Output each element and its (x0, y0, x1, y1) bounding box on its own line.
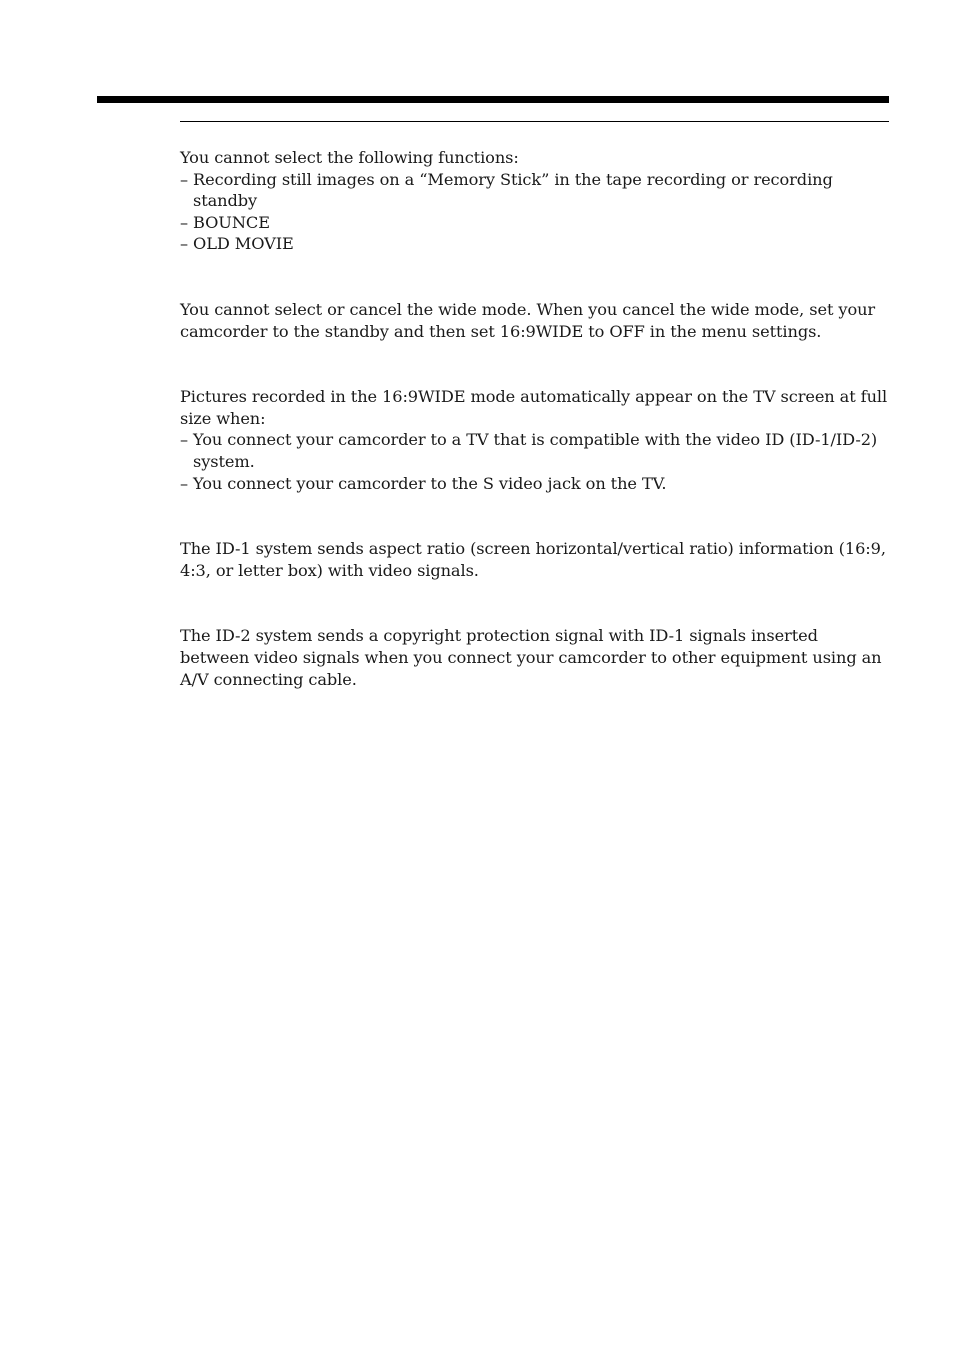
list-item: – You connect your camcorder to the S video jack on the TV. (180, 473, 667, 493)
list-item: – Recording still images on a “Memory Stick” in the tape recording or recording standby (180, 169, 833, 211)
list-item: – BOUNCE (180, 212, 270, 232)
section-intro: The ID-2 system sends a copyright protection signal with ID-1 signals inserted between video signals when you connect your camcorder to other equipment using an A/V connecting cable. (180, 626, 882, 689)
list-item: – You connect your camcorder to a TV that is compatible with the video ID (ID-1/ID-2) system. (180, 430, 878, 471)
section-full-size-playback (180, 386, 892, 494)
list-item: – OLD MOVIE (180, 234, 294, 254)
section-intro: The ID-1 system sends aspect ratio (screen horizontal/vertical ratio) information (16:9, 4:3, or letter box) with video signals. (180, 539, 886, 580)
page-body (180, 147, 892, 690)
header-rule-thick (97, 96, 889, 103)
section-intro: You cannot select the following functions: (180, 148, 519, 167)
header-rule-thin (180, 121, 889, 122)
section-intro: You cannot select or cancel the wide mode. When you cancel the wide mode, set your camcorder to the standby and then set 16:9WIDE to OFF in the menu settings. (180, 299, 876, 341)
section-intro: Pictures recorded in the 16:9WIDE mode automatically appear on the TV screen at full size when: (180, 387, 888, 428)
section-id1-system (180, 538, 892, 581)
section-id2-system (180, 625, 892, 690)
section-restricted-functions (180, 147, 892, 255)
section-wide-mode (180, 299, 892, 342)
